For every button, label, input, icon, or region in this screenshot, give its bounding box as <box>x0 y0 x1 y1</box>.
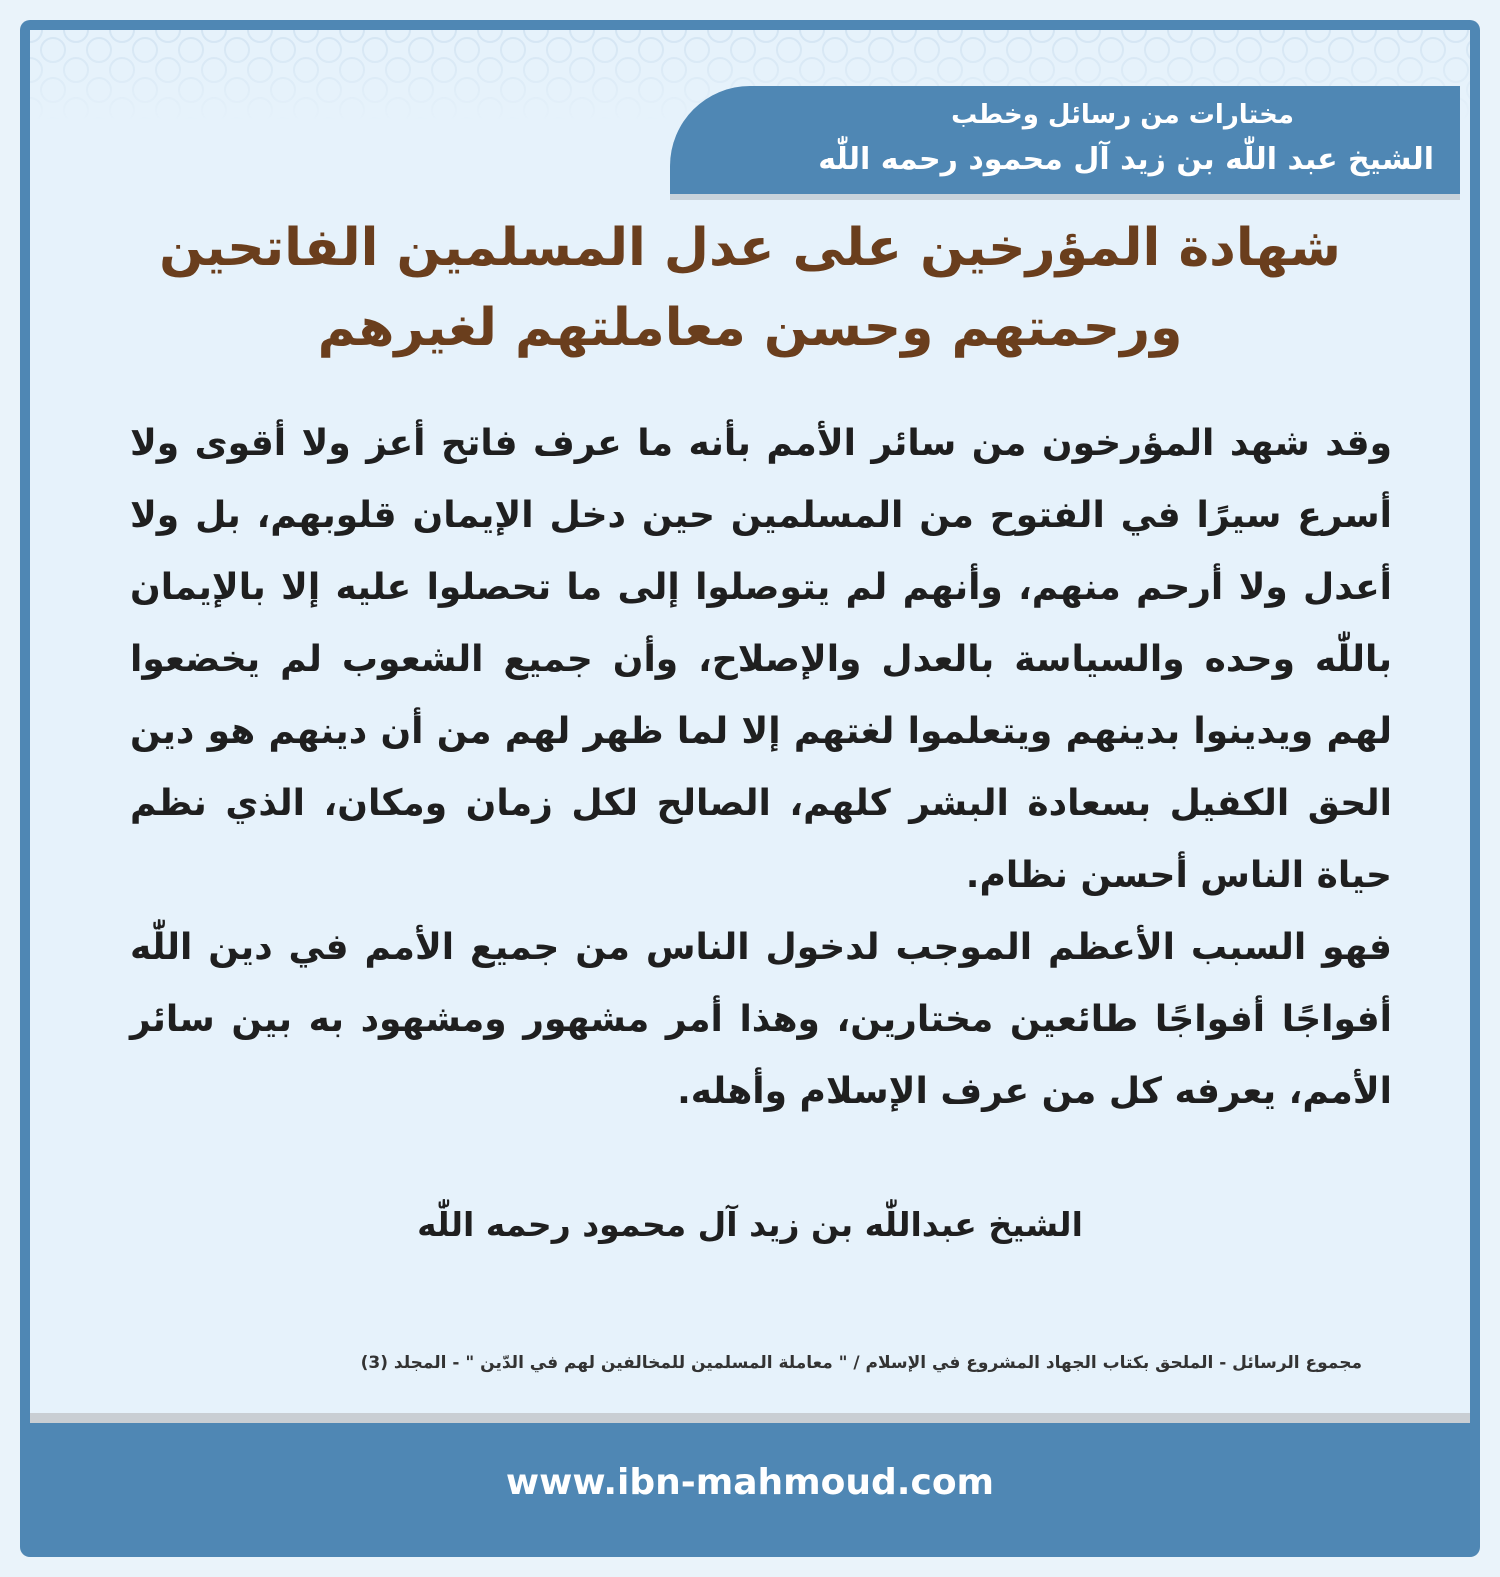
title-line-2: ورحمتهم وحسن معاملتهم لغيرهم <box>317 298 1183 358</box>
source-citation: مجموع الرسائل - الملحق بكتاب الجهاد المشروع في الإسلام / " معاملة المسلمين للمخالفين لهم في الدّين " - المجلد (3) <box>360 1353 1362 1373</box>
panel-bottom-shadow <box>30 1413 1470 1423</box>
footer-website-link[interactable]: www.ibn-mahmoud.com <box>505 1462 995 1503</box>
article-body <box>130 408 1392 1128</box>
article-title <box>90 208 1410 368</box>
body-paragraph-1: وقد شهد المؤرخون من سائر الأمم بأنه ما عرف فاتح أعز ولا أقوى ولا أسرع سيرًا في الفتوح من المسلمين حين دخل الإيمان قلوبهم، بل ولا أعدل ولا أرحم منهم، وأنهم لم يتوصلوا إلى ما تحصلوا عليه إلا بالإيمان باللّٰه وحده والسياسة بالعدل والإصلاح، وأن جميع الشعوب لم يخضعوا لهم ويدينوا بدينهم ويتعلموا لغتهم إلا لما ظهر لهم من أن دينهم هو دين الحق الكفيل بسعادة البشر كلهم، الصالح لكل زمان ومكان، الذي نظم حياة الناس أحسن نظام. <box>130 423 1392 896</box>
header-author-name: الشيخ عبد اللّٰه بن زيد آل محمود رحمه اللّٰه <box>818 142 1434 177</box>
body-paragraph-2: فهو السبب الأعظم الموجب لدخول الناس من جميع الأمم في دين اللّٰه أفواجًا أفواجًا طائعين مختارين، وهذا أمر مشهور ومشهود به بين سائر الأمم، يعرفه كل من عرف الإسلام وأهله. <box>130 927 1392 1112</box>
author-signature: الشيخ عبداللّٰه بن زيد آل محمود رحمه اللّٰه <box>417 1205 1083 1244</box>
title-line-1: شهادة المؤرخين على عدل المسلمين الفاتحين <box>159 218 1341 278</box>
header-banner <box>670 86 1460 194</box>
content-panel <box>30 30 1470 1423</box>
header-series-title: مختارات من رسائل وخطب <box>951 100 1294 130</box>
